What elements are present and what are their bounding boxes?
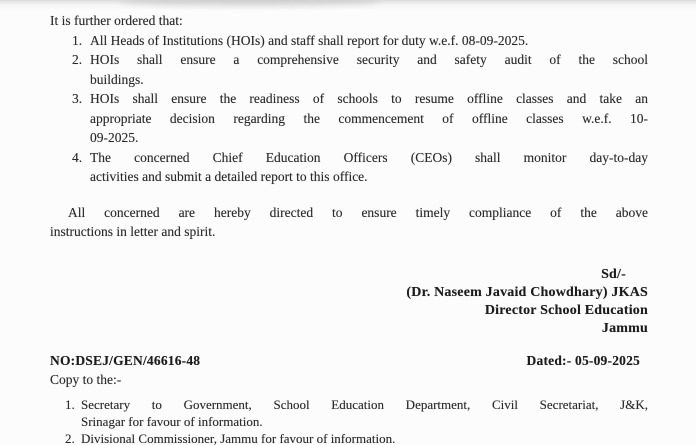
- reference-date: Dated:- 05-09-2025: [526, 352, 640, 368]
- order-item-1-number: 1.: [72, 32, 83, 48]
- copy-item-2-text: [81, 430, 648, 445]
- order-item-4-text: [90, 148, 648, 187]
- text-line: All concerned are hereby directed to ensure timely compliance of the above: [68, 204, 648, 220]
- order-item-2-number: 2.: [72, 52, 83, 67]
- copy-item-2: [65, 430, 648, 445]
- signatory-name: (Dr. Naseem Javaid Chowdhary) JKAS: [406, 284, 648, 300]
- text-line: appropriate decision regarding the commencement of offline classes w.e.f. 10-: [90, 110, 648, 126]
- signatory-designation: Director School Education: [484, 302, 648, 318]
- order-item-2-text: [90, 50, 648, 89]
- order-item-3-text: [90, 89, 648, 148]
- copy-item-1-text: [81, 396, 648, 430]
- scan-edge-artifact: [0, 0, 696, 10]
- order-item-1-text: [90, 31, 648, 51]
- text-line: 09-2025.: [90, 130, 139, 145]
- order-item-2: [72, 50, 648, 89]
- order-list: [72, 31, 648, 187]
- order-item-3-number: 3.: [72, 91, 83, 106]
- text-line: buildings.: [90, 71, 144, 87]
- text-line: HOIs shall ensure the readiness of schools to resume offline classes and take an: [90, 91, 648, 106]
- signature-sd: Sd/-: [601, 266, 626, 282]
- text-line: instructions in letter and spirit.: [50, 224, 216, 239]
- order-item-3: [72, 89, 648, 148]
- closing-paragraph: [50, 203, 648, 242]
- scan-smudge-artifact: [120, 0, 380, 7]
- copy-item-2-number: 2.: [65, 430, 75, 445]
- copy-to-heading: Copy to the:-: [50, 372, 122, 387]
- order-item-4: [72, 148, 648, 187]
- text-line: Srinagar for favour of information.: [81, 413, 263, 429]
- text-line: Divisional Commissioner, Jammu for favour of information.: [81, 430, 396, 445]
- text-line: Secretary to Government, School Education Department, Civil Secretariat, J&K,: [81, 396, 648, 412]
- order-item-1: [72, 31, 648, 51]
- order-item-4-number: 4.: [72, 149, 83, 165]
- signature-block: [50, 266, 648, 338]
- text-line: activities and submit a detailed report to this office.: [90, 169, 368, 184]
- copy-item-1: [65, 396, 648, 430]
- text-line: All Heads of Institutions (HOIs) and staff shall report for duty w.e.f. 08-09-2025.: [90, 32, 529, 48]
- copy-item-1-number: 1.: [65, 396, 75, 412]
- reference-row: [50, 351, 648, 371]
- reference-number: NO:DSEJ/GEN/46616-48: [50, 352, 201, 368]
- intro-line: It is further ordered that:: [50, 13, 183, 28]
- text-line: HOIs shall ensure a comprehensive security and safety audit of the school: [90, 52, 648, 67]
- text-line: The concerned Chief Education Officers (CEOs) shall monitor day-to-day: [90, 149, 648, 165]
- signatory-place: Jammu: [601, 320, 648, 336]
- copy-list: [65, 396, 648, 445]
